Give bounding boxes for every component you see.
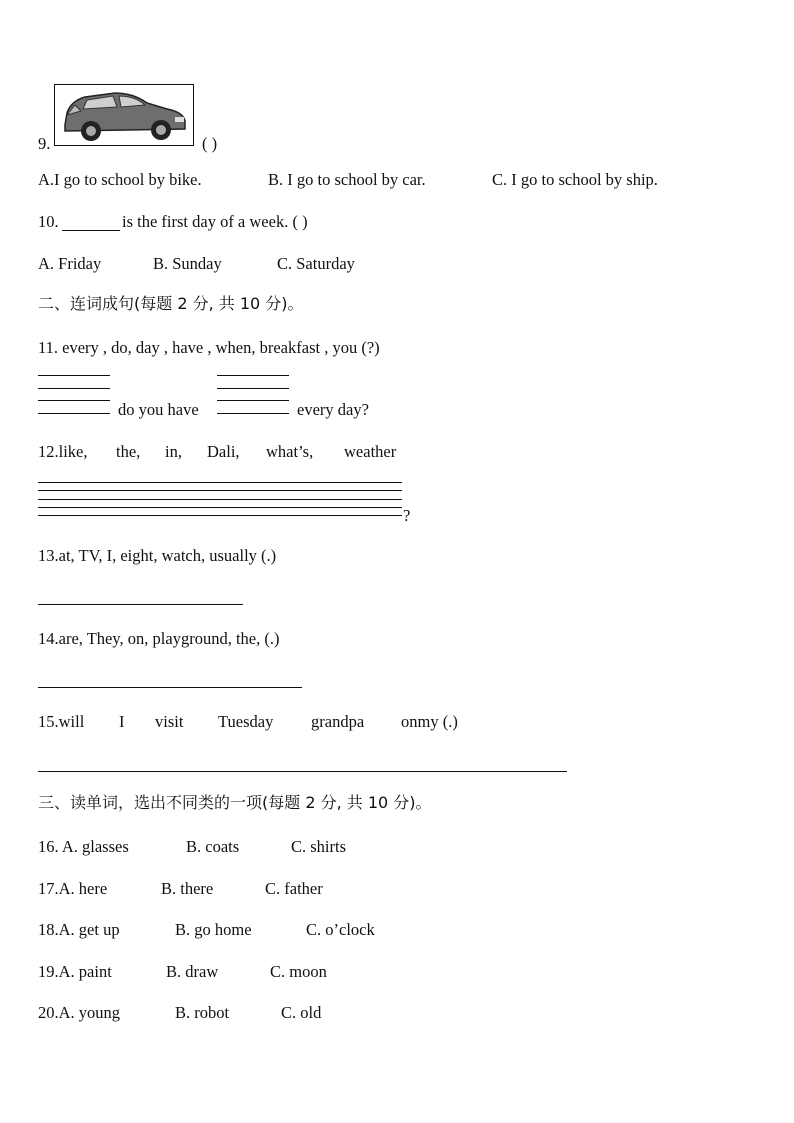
question-16-option-a: 16. A. glasses bbox=[38, 837, 129, 856]
question-17-option-c: C. father bbox=[265, 879, 323, 898]
question-15-word: onmy (.) bbox=[401, 712, 458, 731]
question-19-option-c: C. moon bbox=[270, 962, 327, 981]
answer-line bbox=[38, 490, 402, 491]
answer-line bbox=[38, 515, 402, 516]
answer-line bbox=[38, 400, 110, 401]
question-9-option-c: C. I go to school by ship. bbox=[492, 170, 658, 189]
question-15-word: Tuesday bbox=[218, 712, 274, 731]
question-15-word: 15.will bbox=[38, 712, 85, 731]
question-12-word: what’s, bbox=[266, 442, 314, 461]
answer-line bbox=[38, 375, 110, 376]
question-15-word: I bbox=[119, 712, 125, 731]
question-20-option-c: C. old bbox=[281, 1003, 322, 1022]
question-18-option-b: B. go home bbox=[175, 920, 252, 939]
question-10-option-c: C. Saturday bbox=[277, 254, 355, 273]
question-17-option-b: B. there bbox=[161, 879, 214, 898]
question-9-number: 9. bbox=[38, 134, 51, 153]
question-16-option-b: B. coats bbox=[186, 837, 240, 856]
question-11-middle-text: do you have bbox=[118, 400, 199, 419]
question-11-end-text: every day? bbox=[297, 400, 369, 419]
question-15-word: grandpa bbox=[311, 712, 365, 731]
question-10-stem: is the first day of a week. ( ) bbox=[122, 212, 308, 231]
answer-line bbox=[38, 507, 402, 508]
question-20-option-b: B. robot bbox=[175, 1003, 230, 1022]
answer-line bbox=[217, 413, 289, 414]
question-19-option-a: 19.A. paint bbox=[38, 962, 112, 981]
question-16-option-c: C. shirts bbox=[291, 837, 347, 856]
answer-line bbox=[38, 499, 402, 500]
question-15-word: visit bbox=[155, 712, 184, 731]
answer-line bbox=[217, 375, 289, 376]
question-20-option-a: 20.A. young bbox=[38, 1003, 121, 1022]
question-12-end-mark: ? bbox=[403, 506, 411, 525]
answer-line bbox=[38, 687, 302, 688]
question-10-option-a: A. Friday bbox=[38, 254, 102, 273]
question-12-word: 12.like, bbox=[38, 442, 88, 461]
answer-line bbox=[217, 400, 289, 401]
question-10-number: 10. bbox=[38, 212, 59, 231]
answer-line bbox=[38, 771, 567, 772]
car-picture-frame bbox=[54, 84, 194, 146]
answer-line bbox=[38, 482, 402, 483]
answer-line bbox=[38, 413, 110, 414]
question-9-option-b: B. I go to school by car. bbox=[268, 170, 426, 189]
answer-line bbox=[38, 388, 110, 389]
section-3-heading: 三、读单词，选出不同类的一项(每题 2 分, 共 10 分)。 bbox=[38, 793, 432, 812]
question-18-option-c: C. o’clock bbox=[306, 920, 375, 939]
car-icon bbox=[55, 85, 193, 145]
question-12-word: in, bbox=[165, 442, 182, 461]
question-10-fill-blank bbox=[62, 230, 120, 231]
question-9-option-a: A.I go to school by bike. bbox=[38, 170, 202, 189]
question-14-prompt: 14.are, They, on, playground, the, (.) bbox=[38, 629, 280, 648]
section-2-heading: 二、连词成句(每题 2 分, 共 10 分)。 bbox=[38, 294, 304, 313]
question-11-prompt: 11. every , do, day , have , when, breakfast , you (?) bbox=[38, 338, 380, 357]
question-12-word: Dali, bbox=[207, 442, 240, 461]
question-13-prompt: 13.at, TV, I, eight, watch, usually (.) bbox=[38, 546, 277, 565]
question-12-word: weather bbox=[344, 442, 397, 461]
question-10-option-b: B. Sunday bbox=[153, 254, 222, 273]
answer-line bbox=[38, 604, 243, 605]
question-12-word: the, bbox=[116, 442, 141, 461]
question-18-option-a: 18.A. get up bbox=[38, 920, 120, 939]
question-9-answer-blank: ( ) bbox=[202, 134, 218, 153]
answer-line bbox=[217, 388, 289, 389]
question-17-option-a: 17.A. here bbox=[38, 879, 108, 898]
question-19-option-b: B. draw bbox=[166, 962, 219, 981]
